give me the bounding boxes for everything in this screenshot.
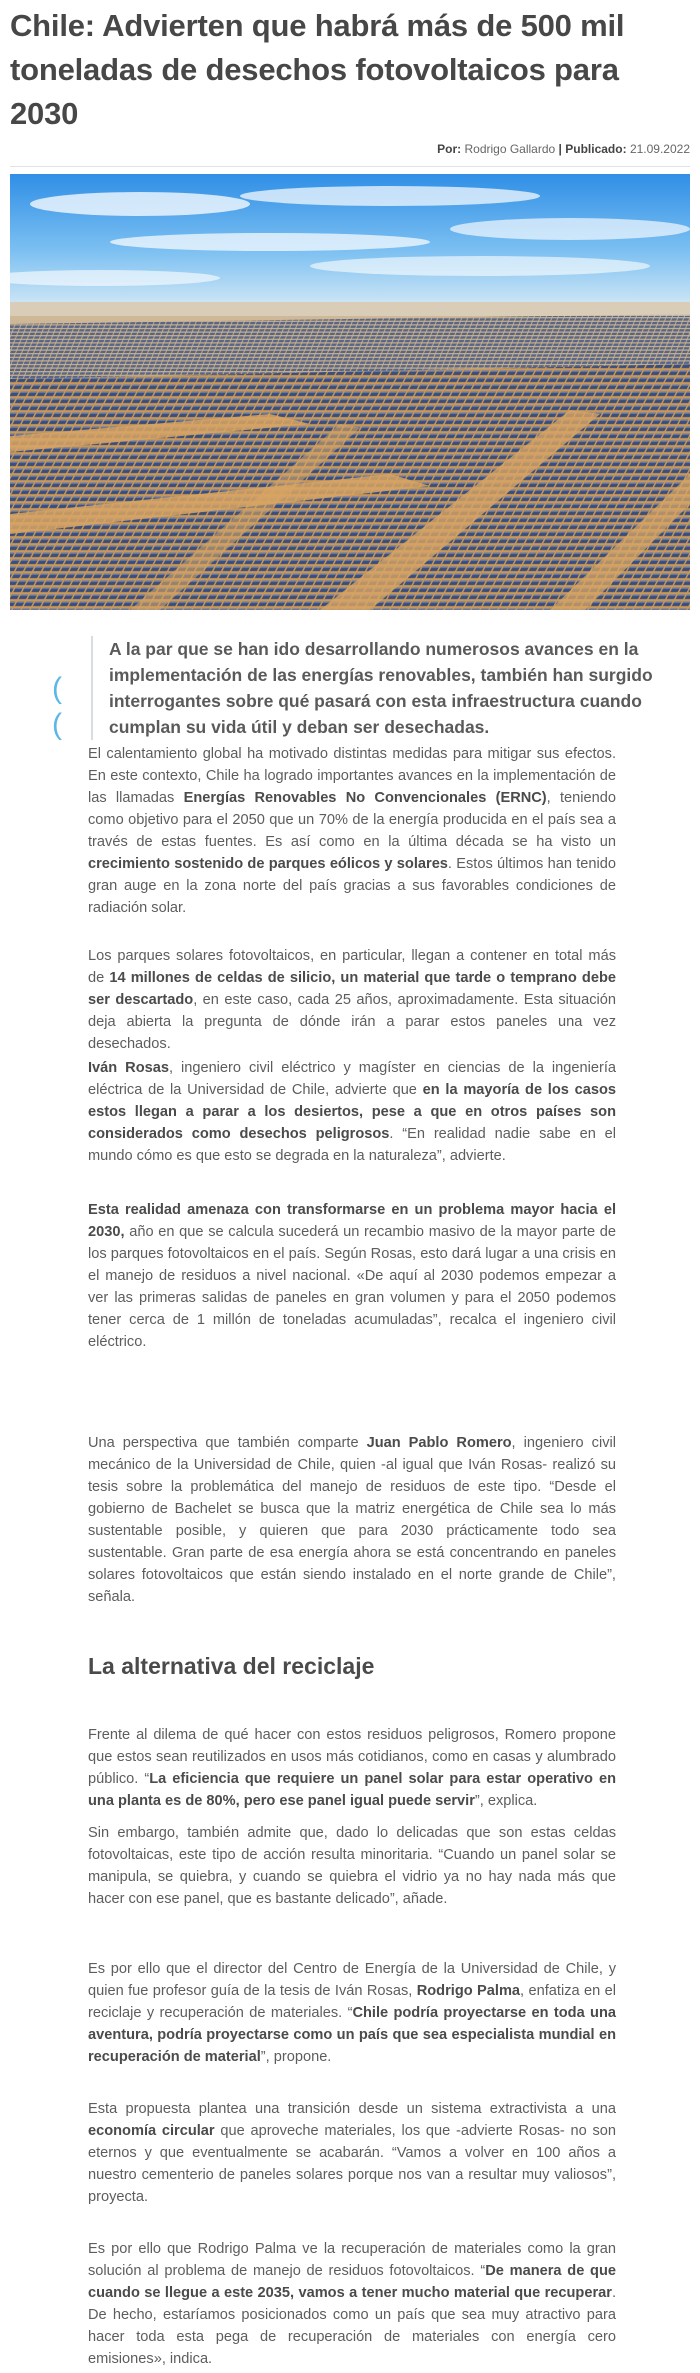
bold-run: crecimiento sostenido de parques eólicos y solares (88, 856, 448, 872)
paragraph-2 (88, 945, 616, 1055)
text-run: que aproveche materiales, los que -advierte Rosas- no son eternos y que eventualmente se acabarán. “Vamos a volver en 100 años a nuestro cementerio de paneles solares porque nos van a resultar muy valiosos”, proyecta. (88, 2123, 616, 2205)
text-run: , ingeniero civil mecánico de la Universidad de Chile, quien -al igual que Iván Rosas- realizó su tesis sobre la problemática del manejo de residuos de este tipo. “Desde el gobierno de Bachelet se busca que la matriz energética de Chile sea lo más sustentable posible, y quieren que para 2030 prácticamente todo sea sustentable. Gran parte de esa energía ahora se está concentrando en paneles solares fotovoltaicos que están siendo instalado en el norte grande de Chile”, señala. (88, 1435, 616, 1605)
paragraph-6 (88, 1724, 616, 1812)
paragraph-text (88, 945, 616, 1055)
text-run: Los parques solares fotovoltaicos, en particular, llegan a contener en total más de (88, 948, 616, 986)
quote-close-icon: ( (52, 708, 62, 741)
published-label: Publicado: (565, 142, 627, 156)
paragraph-4 (88, 1199, 616, 1353)
bold-run: Rodrigo Palma (416, 1983, 521, 1999)
bold-run: De manera de que cuando se llegue a este 2035, vamos a tener mucho material que recuperar (88, 2263, 616, 2301)
author-name[interactable]: Rodrigo Gallardo (464, 142, 556, 156)
bold-run: Esta realidad amenaza con transformarse en un problema mayor hacia el 2030, (88, 1202, 616, 1240)
text-run: año en que se calcula sucederá un recambio masivo de la mayor parte de los parques fotovoltaicos en el país. Según Rosas, esto dará lugar a una crisis en el manejo de residuos a nivel nacional. «De aquí al 2030 podemos empezar a ver las primeras salidas de paneles en gran volumen y para el 2050 podemos tener cerca de 1 millón de toneladas acumuladas”, recalca el ingeniero civil eléctrico. (88, 1224, 616, 1350)
paragraph-text (88, 1432, 616, 1608)
text-run: Es por ello que Rodrigo Palma ve la recuperación de materiales como la gran solución al problema de manejo de residuos fotovoltaicos. “ (88, 2241, 616, 2279)
bold-run: en la mayoría de los casos estos llegan a parar a los desiertos, pese a que en otros países son considerados como desechos peligrosos (88, 1082, 616, 1142)
paragraph-10 (88, 2238, 616, 2370)
paragraph-text (88, 2098, 616, 2208)
paragraph-text (88, 1958, 616, 2068)
text-run: , ingeniero civil eléctrico y magíster en ciencias de la ingeniería eléctrica de la Universidad de Chile, advierte que (88, 1060, 616, 1098)
lead-quote: A la par que se han ido desarrollando numerosos avances en la implementación de las energías renovables, también han surgido interrogantes sobre qué pasará con esta infraestructura cuando cumplan su vida útil y deban ser desechadas. (91, 636, 700, 740)
paragraph-text (88, 1822, 616, 1910)
author-label: Por: (437, 142, 462, 156)
solar-farm-desert-photo (10, 174, 690, 610)
text-run: , en este caso, cada 25 años, aproximadamente. Esta situación deja abierta la pregunta de dónde irán a parar estos paneles una vez desechados. (88, 992, 616, 1052)
byline (0, 136, 700, 162)
bold-run: Chile podría proyectarse en toda una aventura, podría proyectarse como un país que sea especialista mundial en recuperación de material (88, 2005, 617, 2065)
paragraph-text (88, 1724, 616, 1812)
quote-open-icon: ( (52, 672, 62, 705)
text-run: , enfatiza en el reciclaje y recuperación de materiales. “ (88, 1983, 616, 2021)
paragraph-5 (88, 1432, 616, 1608)
text-run: . “En realidad nadie sabe en el mundo cómo es que esto se degrada en la naturaleza”, advierte. (88, 1126, 616, 1164)
paragraph-text (88, 2238, 616, 2370)
text-run: ”, propone. (260, 2049, 332, 2065)
paragraph-9 (88, 2098, 616, 2208)
paragraph-3 (88, 1057, 616, 1167)
text-run: Sin embargo, también admite que, dado lo delicadas que son estas celdas fotovoltaicas, este tipo de acción resulta minoritaria. “Cuando un panel solar se manipula, se quiebra, y cuando se quiebra el vidrio ya no hay nada más que hacer con ese panel, que es bastante delicado”, añade. (88, 1825, 616, 1907)
paragraph-7 (88, 1822, 616, 1910)
published-date: 21.09.2022 (629, 142, 690, 156)
article-title: Chile: Advierten que habrá más de 500 mil toneladas de desechos fotovoltaicos para 2030 (10, 8, 625, 131)
text-run: ”, explica. (474, 1793, 538, 1809)
bold-run: La eficiencia que requiere un panel solar para estar operativo en una planta es de 80%, pero ese panel igual puede servir (88, 1771, 616, 1809)
paragraph-1 (88, 743, 616, 919)
paragraph-text (88, 1199, 616, 1353)
bold-run: Iván Rosas (88, 1060, 169, 1076)
paragraph-text (88, 743, 616, 919)
bold-run: Energías Renovables No Convencionales (ERNC) (183, 790, 547, 806)
byline-separator: | (558, 142, 562, 156)
bold-run: 14 millones de celdas de silicio, un material que tarde o temprano debe ser descartado (88, 970, 616, 1008)
hero-image (10, 174, 690, 610)
bold-run: economía circular (88, 2123, 215, 2139)
text-run: , teniendo como objetivo para el 2050 que un 70% de la energía producida en el país sea a través de estas fuentes. Es así como en la última década se ha visto un (88, 790, 616, 850)
text-run: Esta propuesta plantea una transición desde un sistema extractivista a una (88, 2101, 616, 2117)
section-heading: La alternativa del reciclaje (88, 1653, 375, 1679)
text-run: Es por ello que el director del Centro de Energía de la Universidad de Chile, y quien fue profesor guía de la tesis de Iván Rosas, (88, 1961, 616, 1999)
text-run: Frente al dilema de qué hacer con estos residuos peligrosos, Romero propone que estos sean reutilizados en usos más cotidianos, como en casas y alumbrado público. “ (88, 1727, 616, 1787)
text-run: . Estos últimos han tenido gran auge en la zona norte del país gracias a sus favorables condiciones de radiación solar. (88, 856, 616, 916)
text-run: El calentamiento global ha motivado distintas medidas para mitigar sus efectos. En este contexto, Chile ha logrado importantes avances en la implementación de las llamadas (88, 746, 616, 806)
text-run: Una perspectiva que también comparte (88, 1435, 367, 1451)
text-run: . De hecho, estaríamos posicionados como un país que sea muy atractivo para hacer toda esta pega de recuperación de materiales con energía cero emisiones», indica. (88, 2285, 616, 2367)
title-divider (10, 166, 690, 167)
paragraph-8 (88, 1958, 616, 2068)
paragraph-text (88, 1057, 616, 1167)
bold-run: Juan Pablo Romero (366, 1435, 512, 1451)
